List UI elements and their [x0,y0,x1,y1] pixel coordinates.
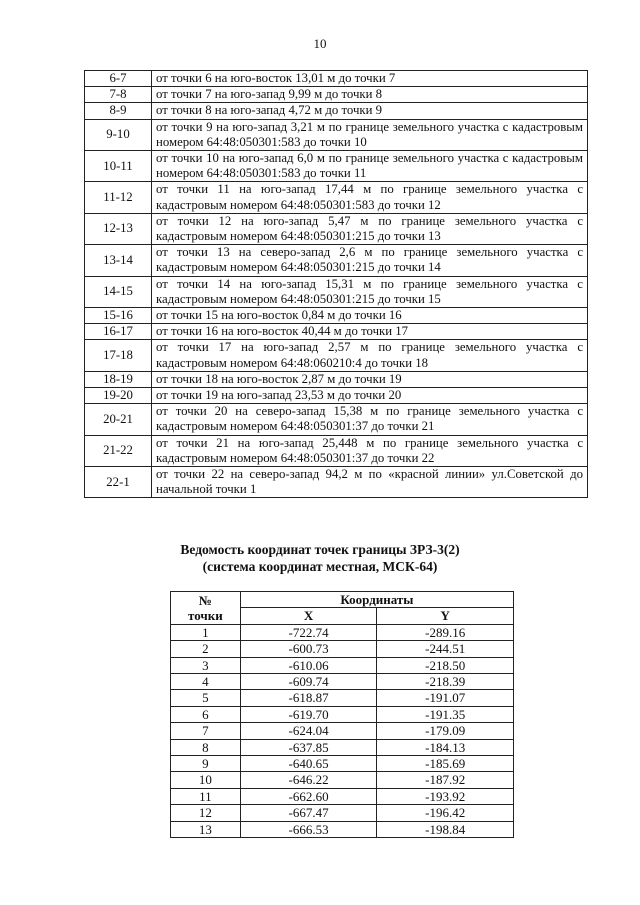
segment-id: 12-13 [85,213,152,244]
segment-id: 13-14 [85,245,152,276]
coordinate-row [171,756,514,772]
segment-description: от точки 18 на юго-восток 2,87 м до точки 19 [152,371,588,387]
point-number: 10 [171,772,241,788]
segment-row [85,340,588,371]
segment-description: от точки 22 на северо-запад 94,2 м по «красной линии» ул.Советской до начальной точки 1 [152,467,588,498]
point-number: 1 [171,624,241,640]
y-header: Y [377,608,514,624]
coordinate-row [171,805,514,821]
x-value: -662.60 [240,788,377,804]
segment-id: 14-15 [85,276,152,307]
segment-description: от точки 10 на юго-запад 6,0 м по границе земельного участка с кадастровым номером 64:48:050301:583 до точки 11 [152,151,588,182]
coordinate-row [171,772,514,788]
segment-row [85,308,588,324]
segment-row [85,467,588,498]
segment-row [85,435,588,466]
segment-description: от точки 17 на юго-запад 2,57 м по границе земельного участка с кадастровым номером 64:48:060210:4 до точки 18 [152,340,588,371]
point-number: 7 [171,723,241,739]
segment-id: 19-20 [85,388,152,404]
segment-id: 18-19 [85,371,152,387]
segment-row [85,245,588,276]
segment-id: 20-21 [85,404,152,435]
segment-id: 22-1 [85,467,152,498]
coordinate-row [171,706,514,722]
segment-description: от точки 16 на юго-восток 40,44 м до точки 17 [152,324,588,340]
x-value: -610.06 [240,657,377,673]
y-value: -185.69 [377,756,514,772]
point-number: 9 [171,756,241,772]
y-value: -244.51 [377,641,514,657]
segment-row [85,404,588,435]
boundary-segments-table [84,70,588,498]
coordinate-row [171,821,514,837]
segment-description: от точки 7 на юго-запад 9,99 м до точки 8 [152,87,588,103]
coordinates-table [170,591,514,838]
point-number: 5 [171,690,241,706]
x-value: -618.87 [240,690,377,706]
point-number: 4 [171,674,241,690]
segment-row [85,371,588,387]
segment-row [85,151,588,182]
segment-row [85,276,588,307]
x-value: -640.65 [240,756,377,772]
segment-id: 11-12 [85,182,152,213]
point-number: 13 [171,821,241,837]
x-value: -666.53 [240,821,377,837]
x-value: -600.73 [240,641,377,657]
x-value: -624.04 [240,723,377,739]
y-value: -193.92 [377,788,514,804]
coordinate-row [171,624,514,640]
segment-id: 17-18 [85,340,152,371]
coordinate-row [171,641,514,657]
coordinate-row [171,690,514,706]
segment-row [85,119,588,150]
y-value: -184.13 [377,739,514,755]
y-value: -191.07 [377,690,514,706]
segment-description: от точки 15 на юго-восток 0,84 м до точки 16 [152,308,588,324]
segment-description: от точки 8 на юго-запад 4,72 м до точки 9 [152,103,588,119]
segment-id: 6-7 [85,71,152,87]
segment-row [85,87,588,103]
segment-id: 8-9 [85,103,152,119]
point-number: 11 [171,788,241,804]
segment-description: от точки 14 на юго-запад 15,31 м по границе земельного участка с кадастровым номером 64:48:050301:215 до точки 15 [152,276,588,307]
segment-description: от точки 19 на юго-запад 23,53 м до точки 20 [152,388,588,404]
y-value: -179.09 [377,723,514,739]
point-number: 2 [171,641,241,657]
segment-description: от точки 12 на юго-запад 5,47 м по границе земельного участка с кадастровым номером 64:48:050301:215 до точки 13 [152,213,588,244]
x-value: -637.85 [240,739,377,755]
segment-description: от точки 11 на юго-запад 17,44 м по границе земельного участка с кадастровым номером 64:48:050301:583 до точки 12 [152,182,588,213]
coordinate-row [171,788,514,804]
coordinate-row [171,657,514,673]
coordinate-row [171,723,514,739]
y-value: -196.42 [377,805,514,821]
x-value: -667.47 [240,805,377,821]
segment-id: 9-10 [85,119,152,150]
heading-subtitle: (система координат местная, МСК-64) [202,559,438,574]
x-value: -619.70 [240,706,377,722]
coordinate-row [171,674,514,690]
page-number: 10 [313,36,327,51]
point-number: 8 [171,739,241,755]
coordinates-group-header: Координаты [240,592,513,608]
x-value: -722.74 [240,624,377,640]
segment-id: 7-8 [85,87,152,103]
heading-title: Ведомость координат точек границы ЗРЗ-3(2) [180,542,460,557]
segment-row [85,324,588,340]
y-value: -187.92 [377,772,514,788]
point-number-header: № точки [171,592,241,625]
y-value: -191.35 [377,706,514,722]
x-value: -609.74 [240,674,377,690]
segment-description: от точки 6 на юго-восток 13,01 м до точки 7 [152,71,588,87]
segment-row [85,103,588,119]
point-number: 12 [171,805,241,821]
segment-id: 10-11 [85,151,152,182]
y-value: -289.16 [377,624,514,640]
point-number: 3 [171,657,241,673]
segment-row [85,388,588,404]
segment-description: от точки 13 на северо-запад 2,6 м по границе земельного участка с кадастровым номером 64:48:050301:215 до точки 14 [152,245,588,276]
segment-description: от точки 21 на юго-запад 25,448 м по границе земельного участка с кадастровым номером 64:48:050301:37 до точки 22 [152,435,588,466]
segment-id: 21-22 [85,435,152,466]
segment-row [85,71,588,87]
segment-row [85,213,588,244]
y-value: -218.39 [377,674,514,690]
segment-id: 16-17 [85,324,152,340]
x-header: X [240,608,377,624]
segment-id: 15-16 [85,308,152,324]
coordinate-row [171,739,514,755]
segment-row [85,182,588,213]
segment-description: от точки 9 на юго-запад 3,21 м по границе земельного участка с кадастровым номером 64:48:050301:583 до точки 10 [152,119,588,150]
x-value: -646.22 [240,772,377,788]
coordinates-heading [0,541,640,575]
y-value: -218.50 [377,657,514,673]
segment-description: от точки 20 на северо-запад 15,38 м по границе земельного участка с кадастровым номером 64:48:050301:37 до точки 21 [152,404,588,435]
y-value: -198.84 [377,821,514,837]
point-number: 6 [171,706,241,722]
